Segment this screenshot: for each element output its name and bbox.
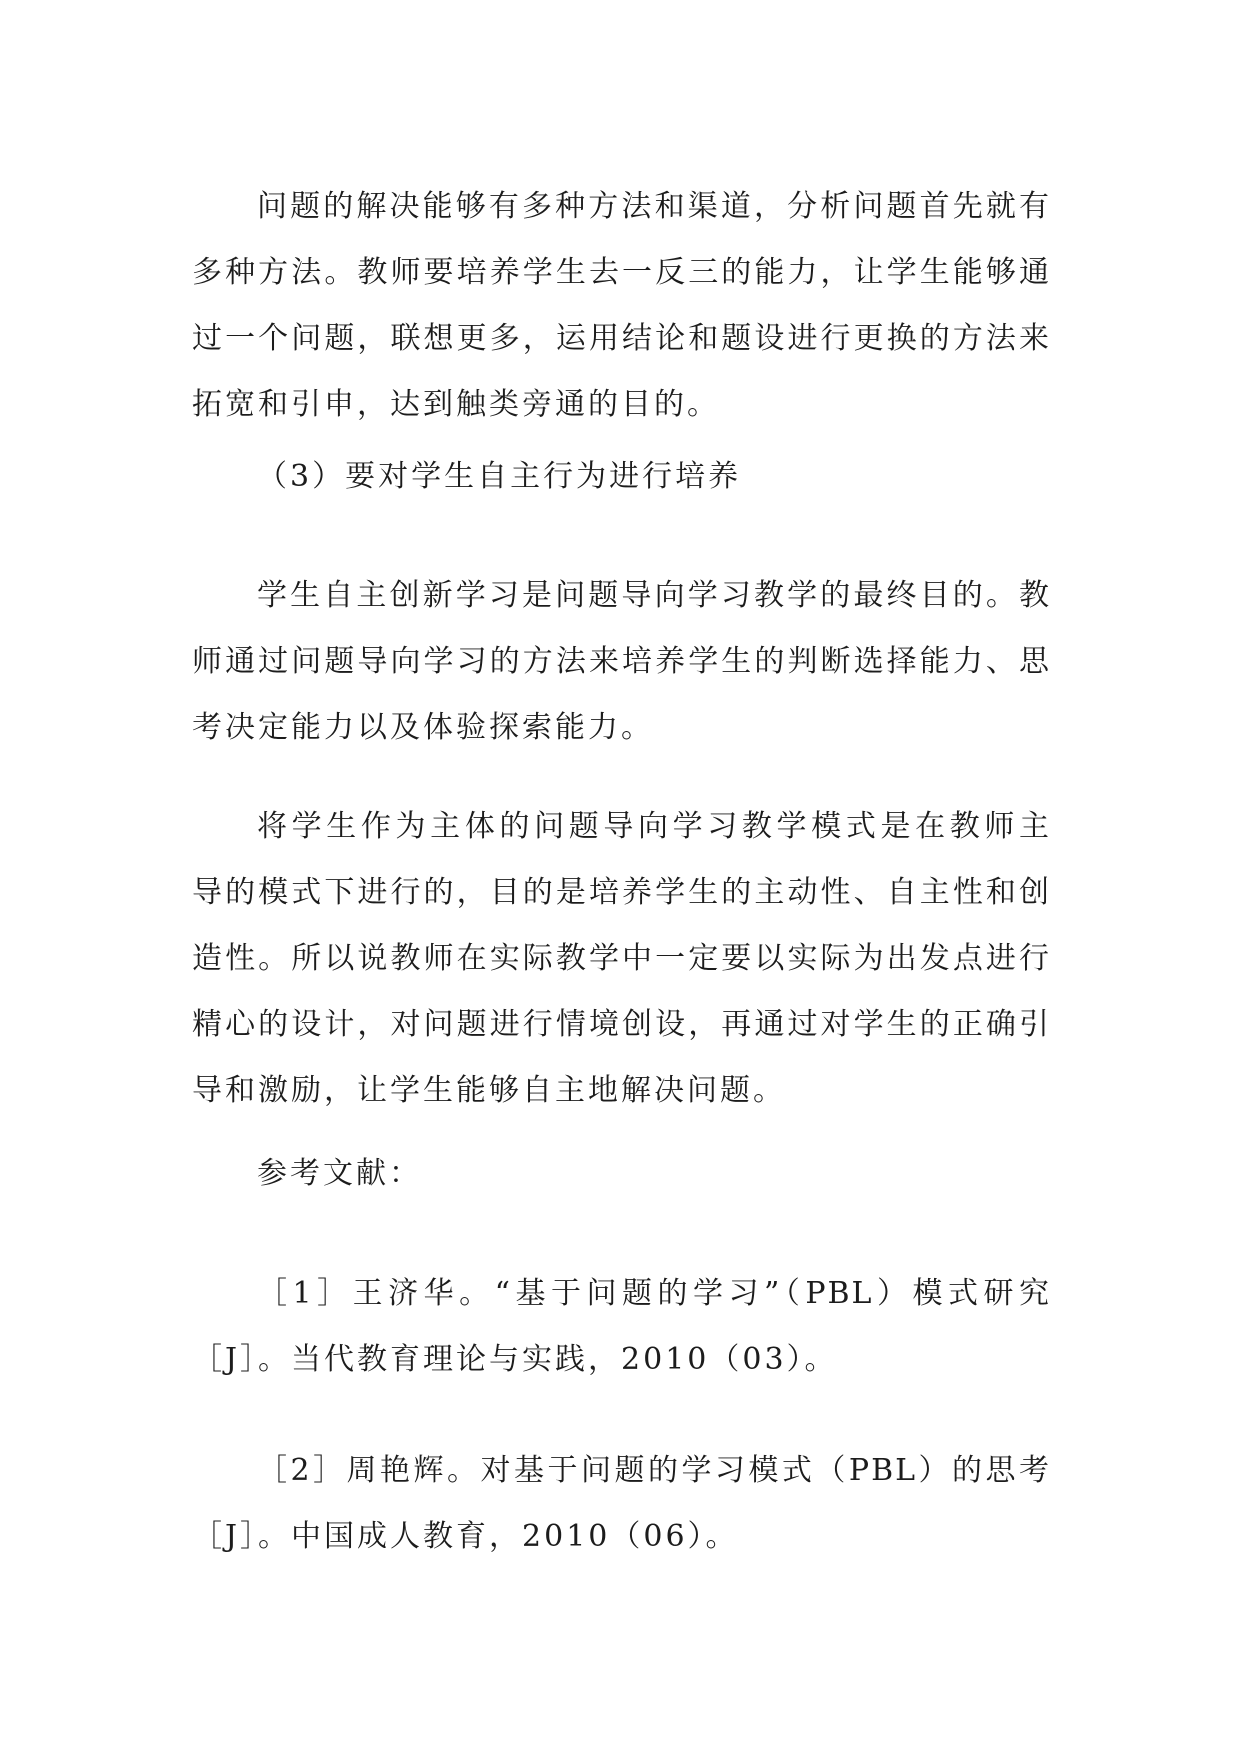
text-line: ［2］周艳辉。对基于问题的学习模式（PBL）的思考 <box>257 1453 1051 1488</box>
text-line: ［J］。当代教育理论与实践，2010（03）。 <box>192 1342 838 1377</box>
text-line: 导和激励，让学生能够自主地解决问题。 <box>192 1073 786 1108</box>
paragraph <box>192 794 1051 1124</box>
text-line: 考决定能力以及体验探索能力。 <box>192 710 654 745</box>
text-line: 导的模式下进行的，目的是培养学生的主动性、自主性和创 <box>192 875 1051 910</box>
text-line: 造性。所以说教师在实际教学中一定要以实际为出发点进行 <box>192 941 1051 976</box>
text-line: 将学生作为主体的问题导向学习教学模式是在教师主 <box>257 809 1051 844</box>
text-line: ［1］王济华。“基于问题的学习”（PBL）模式研究 <box>257 1276 1051 1311</box>
text-line: 多种方法。教师要培养学生去一反三的能力，让学生能够通 <box>192 255 1051 290</box>
text-line: 过一个问题，联想更多，运用结论和题设进行更换的方法来 <box>192 321 1051 356</box>
paragraph <box>192 174 1051 438</box>
text-line: 拓宽和引申，达到触类旁通的目的。 <box>192 387 720 422</box>
text-line: ［J］。中国成人教育，2010（06）。 <box>192 1519 739 1554</box>
text-line: 精心的设计，对问题进行情境创设，再通过对学生的正确引 <box>192 1007 1051 1042</box>
references-title: 参考文献： <box>257 1156 422 1191</box>
text-line: 学生自主创新学习是问题导向学习教学的最终目的。教 <box>257 578 1051 613</box>
reference-item <box>192 1438 1051 1570</box>
text-line: 问题的解决能够有多种方法和渠道，分析问题首先就有 <box>257 189 1051 224</box>
heading-text: （3）要对学生自主行为进行培养 <box>257 459 742 494</box>
text-line: 师通过问题导向学习的方法来培养学生的判断选择能力、思 <box>192 644 1051 679</box>
paragraph <box>192 563 1051 761</box>
references-heading <box>192 1141 1051 1207</box>
section-heading <box>192 444 1051 510</box>
reference-item <box>192 1261 1051 1393</box>
